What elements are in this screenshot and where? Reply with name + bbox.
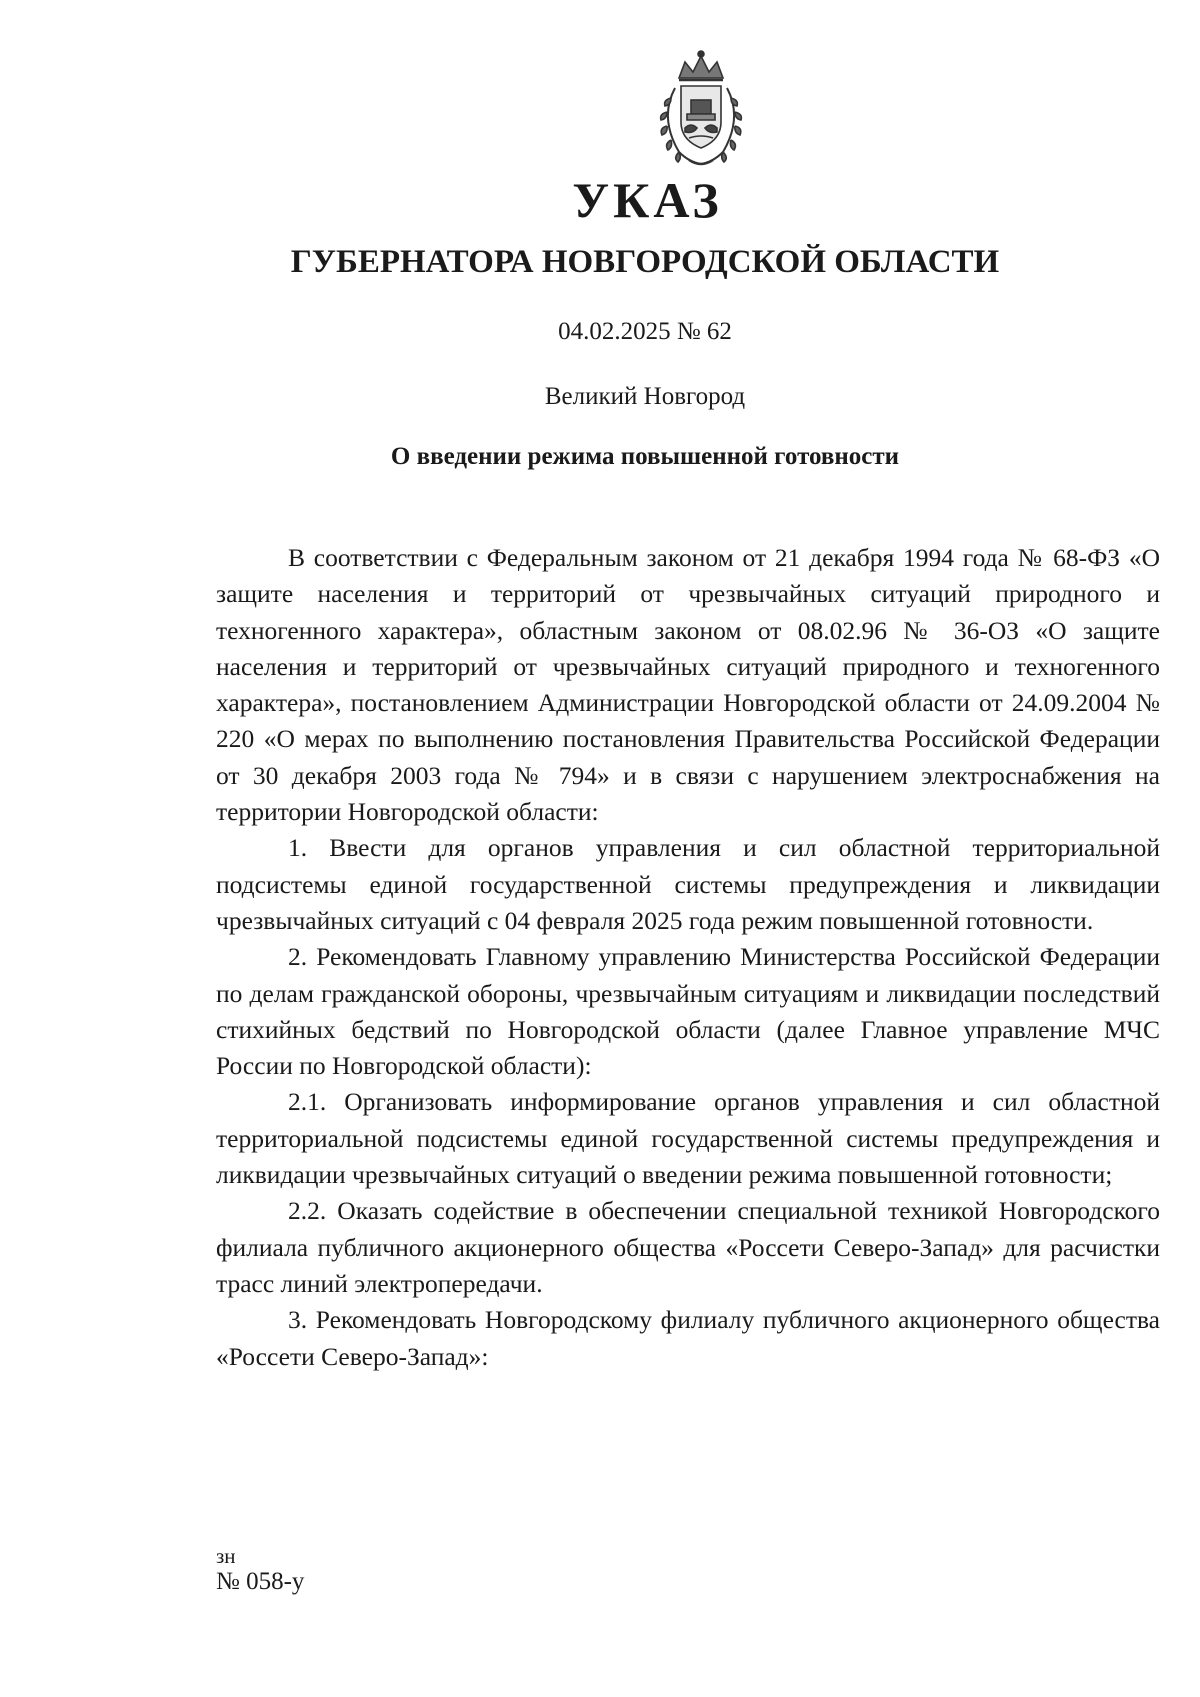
clause-2-2-paragraph: 2.2. Оказать содействие в обеспечении специальной техникой Новгородского филиала публичного акционерного общества «Россети Северо-Запад» для расчистки трасс линий электропередачи. bbox=[216, 1196, 1160, 1298]
clause-2-paragraph: 2. Рекомендовать Главному управлению Министерства Российской Федерации по делам гражданской обороны, чрезвычайным ситуациям и ликвидации последствий стихийных бедствий по Новгородской области (далее Главное управление МЧС России по Новгородской области): bbox=[216, 942, 1160, 1081]
clause-2-1-paragraph: 2.1. Организовать информирование органов управления и сил областной территориальной подсистемы единой государственной системы предупреждения и ликвидации чрезвычайных ситуаций о введении режима повышенной готовности; bbox=[216, 1087, 1160, 1190]
document-body bbox=[216, 540, 1160, 1375]
issuing-authority: ГУБЕРНАТОРА НОВГОРОДСКОЙ ОБЛАСТИ bbox=[290, 244, 1000, 280]
document-place: Великий Новгород bbox=[544, 383, 746, 410]
document-type-title: УКАЗ bbox=[572, 172, 723, 228]
novgorod-coat-of-arms-icon bbox=[645, 48, 757, 170]
footer-registration bbox=[216, 1545, 304, 1597]
preamble-paragraph: В соответствии с Федеральным законом от 21 декабря 1994 года № 68-ФЗ «О защите населения и территорий от чрезвычайных ситуаций природного и техногенного характера», областным законом от 08.02.96 № 36-ОЗ «О защите населения и территорий от чрезвычайных ситуаций природного и техногенного характера», постановлением Администрации Новгородской области от 24.09.2004 № 220 «О мерах по выполнению постановления Правительства Российской Федерации от 30 декабря 2003 года № 794» и в связи с нарушением электроснабжения на территории Новгородской области: bbox=[216, 543, 1160, 827]
clause-3-paragraph: 3. Рекомендовать Новгородскому филиалу публичного акционерного общества «Россети Северо-Запад»: bbox=[216, 1305, 1160, 1371]
clause-1-paragraph: 1. Ввести для органов управления и сил областной территориальной подсистемы единой государственной системы предупреждения и ликвидации чрезвычайных ситуаций с 04 февраля 2025 года режим повышенной готовности. bbox=[216, 833, 1160, 935]
document-subject: О введении режима повышенной готовности bbox=[390, 443, 900, 470]
document-date-number: 04.02.2025 № 62 bbox=[558, 318, 732, 345]
footer-registration-number: № 058-у bbox=[216, 1568, 305, 1595]
footer-initials: зн bbox=[216, 1544, 236, 1568]
